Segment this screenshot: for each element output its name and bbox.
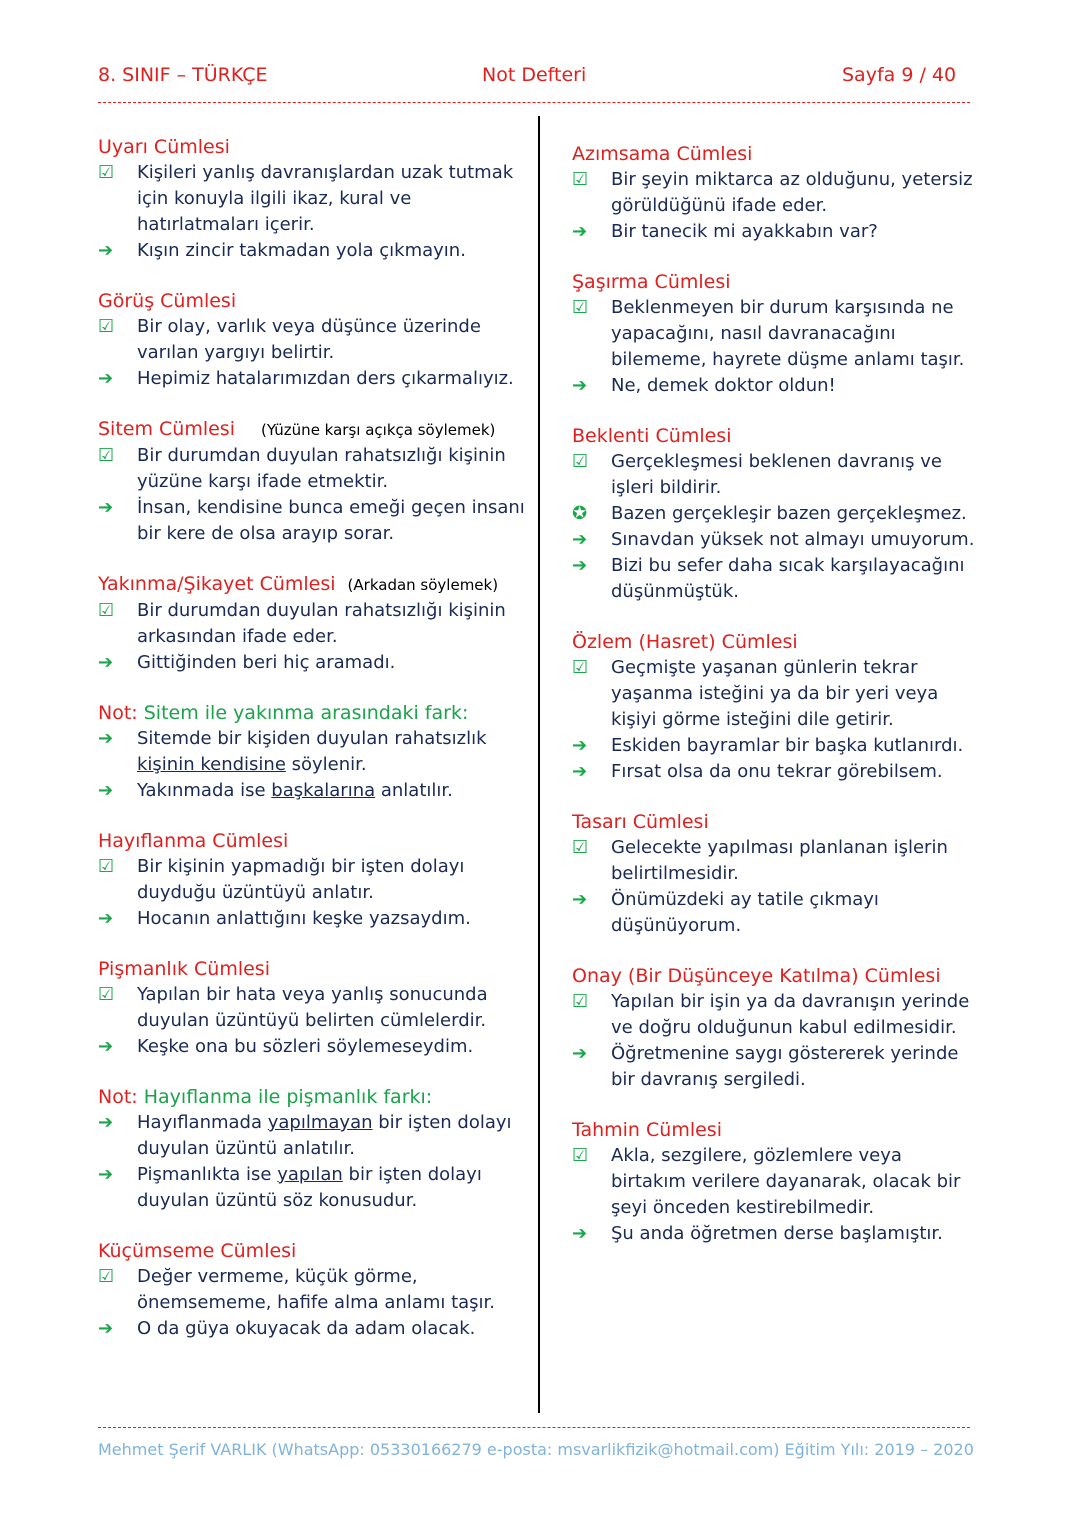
section-heading: Küçümseme Cümlesi [98, 1240, 297, 1262]
column-divider [538, 116, 540, 1413]
item-text [137, 780, 453, 801]
arrow-right-icon: ➔ [572, 221, 588, 242]
arrow-right-icon: ➔ [98, 368, 114, 389]
definition-item [98, 854, 528, 906]
item-text: Bazen gerçekleşir bazen gerçekleşmez. [611, 503, 967, 524]
item-text: Değer vermeme, küçük görme, önemsememe, hafife alma anlamı taşır. [137, 1266, 496, 1313]
text-part: Yakınmada ise [137, 780, 272, 801]
example-item [98, 906, 528, 932]
example-item [572, 219, 982, 245]
section-heading: Sitem Cümlesi [98, 418, 235, 440]
section-heading: Görüş Cümlesi [98, 290, 237, 312]
section [98, 416, 528, 547]
checkbox-icon: ☑ [98, 984, 115, 1005]
example-item [98, 1110, 528, 1162]
arrow-right-icon: ➔ [572, 1223, 588, 1244]
left-column [98, 134, 528, 1366]
example-item [572, 1041, 982, 1093]
item-text: Eskiden bayramlar bir başka kutlanırdı. [611, 735, 964, 756]
checkbox-icon: ☑ [572, 297, 589, 318]
definition-item [98, 443, 528, 495]
checkbox-icon: ☑ [98, 445, 115, 466]
arrow-right-icon: ➔ [98, 1036, 114, 1057]
checkbox-icon: ☑ [98, 600, 115, 621]
item-text: Akla, sezgilere, gözlemlere veya birtakım verilere dayanarak, olacak bir şeyi önceden kestirebilmedir. [611, 1145, 961, 1218]
arrow-right-icon: ➔ [98, 728, 114, 749]
section-note: (Yüzüne karşı açıkça söylemek) [261, 421, 496, 439]
item-text: Keşke ona bu sözleri söylemeseydim. [137, 1036, 474, 1057]
item-text: Kışın zincir takmadan yola çıkmayın. [137, 240, 466, 261]
arrow-right-icon: ➔ [572, 735, 588, 756]
section-heading: Not: [98, 702, 138, 724]
checkbox-icon: ☑ [98, 1266, 115, 1287]
arrow-right-icon: ➔ [98, 1164, 114, 1185]
item-text: İnsan, kendisine bunca emeği geçen insanı bir kere de olsa arayıp sorar. [137, 497, 525, 544]
section-title [98, 828, 528, 854]
item-text: Hepimiz hatalarımızdan ders çıkarmalıyız. [137, 368, 514, 389]
arrow-right-icon: ➔ [572, 761, 588, 782]
arrow-right-icon: ➔ [572, 529, 588, 550]
example-item [98, 1316, 528, 1342]
example-item [572, 759, 982, 785]
item-text: Gelecekte yapılması planlanan işlerin belirtilmesidir. [611, 837, 948, 884]
text-part: söylenir. [285, 754, 367, 775]
example-item [572, 733, 982, 759]
section-title [572, 809, 982, 835]
example-item [98, 726, 528, 778]
item-text: Yapılan bir hata veya yanlış sonucunda duyulan üzüntüyü belirten cümlelerdir. [137, 984, 488, 1031]
arrow-right-icon: ➔ [98, 1318, 114, 1339]
footer-author-contact: Mehmet Şerif VARLIK (WhatsApp: 05330166279 e-posta: msvarlikfizik@hotmail.com) Eğitim Yılı: 2019 – 2020 [98, 1440, 974, 1459]
item-text: Kişileri yanlış davranışlardan uzak tutmak için konuyla ilgili ikaz, kural ve hatırlatmaları içerir. [137, 162, 514, 235]
text-part: Sitemde bir kişiden duyulan rahatsızlık [137, 728, 487, 749]
arrow-right-icon: ➔ [98, 497, 114, 518]
item-text: Önümüzdeki ay tatile çıkmayı düşünüyorum. [611, 889, 879, 936]
section [572, 1117, 982, 1247]
item-text: Bir durumdan duyulan rahatsızlığı kişinin arkasından ifade eder. [137, 600, 506, 647]
text-part: anlatılır. [375, 780, 453, 801]
arrow-right-icon: ➔ [98, 780, 114, 801]
section-heading: Özlem (Hasret) Cümlesi [572, 631, 798, 653]
definition-item [572, 167, 982, 219]
definition-item [572, 989, 982, 1041]
underlined-term: yapılan [277, 1164, 343, 1185]
item-text: Yapılan bir işin ya da davranışın yerinde ve doğru olduğunun kabul edilmesidir. [611, 991, 970, 1038]
section-heading: Pişmanlık Cümlesi [98, 958, 270, 980]
definition-item [572, 835, 982, 887]
example-item [572, 1221, 982, 1247]
definition-item [572, 1143, 982, 1221]
item-text: Bir kişinin yapmadığı bir işten dolayı duyduğu üzüntüyü anlatır. [137, 856, 465, 903]
section [572, 629, 982, 785]
checkbox-icon: ☑ [572, 451, 589, 472]
section [572, 809, 982, 939]
section [98, 828, 528, 932]
example-item [98, 366, 528, 392]
underlined-term: başkalarına [271, 780, 376, 801]
checkbox-icon: ☑ [572, 837, 589, 858]
section-title [98, 700, 528, 726]
underlined-term: yapılmayan [267, 1112, 373, 1133]
example-item [572, 373, 982, 399]
section-heading: Onay (Bir Düşünceye Katılma) Cümlesi [572, 965, 941, 987]
item-text: Ne, demek doktor oldun! [611, 375, 836, 396]
remark-item [572, 501, 982, 527]
section-title [572, 141, 982, 167]
example-item [572, 553, 982, 605]
section [98, 1238, 528, 1342]
arrow-right-icon: ➔ [572, 889, 588, 910]
section-title [572, 1117, 982, 1143]
item-text: Şu anda öğretmen derse başlamıştır. [611, 1223, 943, 1244]
section-title [98, 288, 528, 314]
definition-item [98, 598, 528, 650]
section-title [572, 423, 982, 449]
item-text: Bizi bu sefer daha sıcak karşılayacağını düşünmüştük. [611, 555, 965, 602]
text-part: Pişmanlıkta ise [137, 1164, 278, 1185]
example-item [98, 1162, 528, 1214]
section [572, 141, 982, 245]
header-divider [98, 102, 970, 103]
section-title [98, 1084, 528, 1110]
definition-item [98, 160, 528, 238]
section-heading: Yakınma/Şikayet Cümlesi [98, 573, 336, 595]
item-text: Bir tanecik mi ayakkabın var? [611, 221, 878, 242]
section-title [572, 629, 982, 655]
section-note: (Arkadan söylemek) [347, 576, 499, 594]
section-title [572, 269, 982, 295]
checkbox-icon: ☑ [98, 316, 115, 337]
arrow-right-icon: ➔ [98, 652, 114, 673]
section-title [98, 956, 528, 982]
definition-item [98, 982, 528, 1034]
example-item [98, 238, 528, 264]
checkbox-icon: ☑ [572, 1145, 589, 1166]
section-heading: Not: [98, 1086, 138, 1108]
section-heading: Uyarı Cümlesi [98, 136, 230, 158]
footer-divider [98, 1427, 970, 1428]
text-part: Hayıflanmada [137, 1112, 268, 1133]
section [98, 956, 528, 1060]
text-part: bir işten dolayı duyulan üzüntü anlatılır. [137, 1112, 512, 1159]
header-notebook-title: Not Defteri [482, 64, 587, 86]
example-item [572, 887, 982, 939]
section [98, 571, 528, 676]
section-title [98, 1238, 528, 1264]
section [98, 288, 528, 392]
item-text [137, 1164, 482, 1211]
section-heading: Beklenti Cümlesi [572, 425, 732, 447]
section-heading: Şaşırma Cümlesi [572, 271, 731, 293]
checkbox-icon: ☑ [98, 162, 115, 183]
item-text: Bir şeyin miktarca az olduğunu, yetersiz görüldüğünü ifade eder. [611, 169, 973, 216]
item-text: Fırsat olsa da onu tekrar görebilsem. [611, 761, 943, 782]
definition-item [98, 1264, 528, 1316]
checkbox-icon: ☑ [572, 991, 589, 1012]
item-text: Sınavdan yüksek not almayı umuyorum. [611, 529, 975, 550]
section [572, 423, 982, 605]
arrow-right-icon: ➔ [98, 908, 114, 929]
note-subtitle: Sitem ile yakınma arasındaki fark: [143, 702, 469, 724]
item-text: Geçmişte yaşanan günlerin tekrar yaşanma isteğini ya da bir yeri veya kişiyi görme isteğini dile getirir. [611, 657, 939, 730]
section [572, 963, 982, 1093]
section-heading: Tahmin Cümlesi [572, 1119, 722, 1141]
definition-item [572, 295, 982, 373]
item-text: Gerçekleşmesi beklenen davranış ve işleri bildirir. [611, 451, 942, 498]
definition-item [98, 314, 528, 366]
arrow-right-icon: ➔ [572, 1043, 588, 1064]
section-title [98, 416, 528, 443]
item-text [137, 728, 487, 775]
arrow-right-icon: ➔ [98, 240, 114, 261]
star-circle-icon: ✪ [572, 503, 588, 524]
item-text: Bir olay, varlık veya düşünce üzerinde varılan yargıyı belirtir. [137, 316, 481, 363]
definition-item [572, 449, 982, 501]
item-text [137, 1112, 512, 1159]
section [98, 700, 528, 804]
example-item [572, 527, 982, 553]
text-part: bir işten dolayı duyulan üzüntü söz konusudur. [137, 1164, 482, 1211]
underlined-term: kişinin kendisine [137, 754, 286, 775]
section-title [98, 134, 528, 160]
note-subtitle: Hayıflanma ile pişmanlık farkı: [143, 1086, 433, 1108]
item-text: Gittiğinden beri hiç aramadı. [137, 652, 396, 673]
item-text: O da güya okuyacak da adam olacak. [137, 1318, 476, 1339]
example-item [98, 778, 528, 804]
section-heading: Tasarı Cümlesi [572, 811, 709, 833]
section [98, 134, 528, 264]
arrow-right-icon: ➔ [572, 375, 588, 396]
section [98, 1084, 528, 1214]
section-heading: Hayıflanma Cümlesi [98, 830, 289, 852]
item-text: Beklenmeyen bir durum karşısında ne yapacağını, nasıl davranacağını bilememe, hayrete düşme anlamı taşır. [611, 297, 965, 370]
item-text: Hocanın anlattığını keşke yazsaydım. [137, 908, 471, 929]
definition-item [572, 655, 982, 733]
checkbox-icon: ☑ [572, 657, 589, 678]
right-column [572, 141, 982, 1271]
arrow-right-icon: ➔ [98, 1112, 114, 1133]
arrow-right-icon: ➔ [572, 555, 588, 576]
example-item [98, 1034, 528, 1060]
item-text: Bir durumdan duyulan rahatsızlığı kişinin yüzüne karşı ifade etmektir. [137, 445, 506, 492]
checkbox-icon: ☑ [572, 169, 589, 190]
section-heading: Azımsama Cümlesi [572, 143, 753, 165]
example-item [98, 495, 528, 547]
checkbox-icon: ☑ [98, 856, 115, 877]
item-text: Öğretmenine saygı göstererek yerinde bir davranış sergiledi. [611, 1043, 959, 1090]
header-grade-subject: 8. SINIF – TÜRKÇE [98, 64, 268, 86]
section-title [572, 963, 982, 989]
example-item [98, 650, 528, 676]
header-page-number: Sayfa 9 / 40 [842, 64, 957, 86]
section [572, 269, 982, 399]
section-title [98, 571, 528, 598]
